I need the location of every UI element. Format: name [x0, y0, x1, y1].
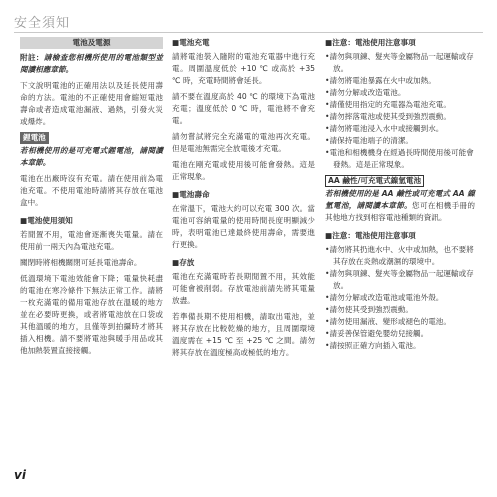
list-item: • 請勿分解或改造電池。 — [325, 87, 475, 99]
list-item: • 請按照正確方向插入電池。 — [325, 340, 475, 352]
page-number: vi — [14, 468, 26, 482]
list-item: • 請勿使其受到強烈震動。 — [325, 304, 475, 316]
column-right — [325, 37, 475, 356]
aa-note: 若相機使用的是 AA 鹼性或可充電式 AA 鎳氫電池，請閱讀本章節。 — [325, 189, 475, 210]
liion-label-row — [20, 132, 163, 144]
list-item: • 請勿摔落電池或使其受到強烈震動。 — [325, 111, 475, 123]
aa-label-row — [325, 175, 475, 187]
note-text: 請檢查您相機所使用的電池類型並閱讀相應章節。 — [20, 53, 164, 74]
charging-paragraph-1: 請將電池裝入隨附的電池充電器中進行充電。周圍溫度低於 +10 ℃ 或高於 +35 ℃ 時，充電時間將會延長。 — [172, 52, 315, 85]
charging-paragraph-2: 請不要在溫度高於 40 ℃ 的環境下為電池充電；溫度低於 0 ℃ 時，電池將不會充電。 — [172, 92, 315, 125]
list-item: • 電池和相機機身在經過長時間使用後可能會發熱。這是正常現象。 — [325, 147, 475, 171]
list-item: • 請勿將電池浸入水中或接觸到水。 — [325, 123, 475, 135]
note-label: 附註： — [20, 53, 44, 62]
list-item: • 請妥善保管避免嬰幼兒接觸。 — [325, 328, 475, 340]
list-item: • 請勿使用漏液、變形或褪色的電池。 — [325, 316, 475, 328]
battery-notes-paragraph-1: 若閒置不用，電池會逐漸喪失電量。請在使用前一兩天內為電池充電。 — [20, 230, 163, 251]
section-title-battery-power: 電池及電源 — [20, 37, 163, 49]
caution-list-liion — [325, 51, 475, 171]
battery-notes-paragraph-2: 關閉時將相機關閉可延長電池壽命。 — [20, 258, 142, 267]
charging-heading: ■ 電池充電 — [172, 37, 315, 49]
battery-life-paragraph: 在常溫下，電池大約可以充電 300 次。當電池可容納電量的使用時間長度明顯減少時，表明電池已達最終使用壽命，需要進行更換。 — [172, 204, 315, 249]
list-item: • 請勿與項鍊、髮夾等金屬物品一起運輸或存放。 — [325, 51, 475, 75]
caution-list-aa — [325, 244, 475, 352]
list-item: • 請勿分解或改造電池或電池外殼。 — [325, 292, 475, 304]
list-item: • 請勿將電池暴露在火中或加熱。 — [325, 75, 475, 87]
list-item: • 請保持電池端子的清潔。 — [325, 135, 475, 147]
page-header-title: 安全須知 — [14, 16, 71, 31]
charging-paragraph-4: 電池在剛充電或使用後可能會發熱。這是正常現象。 — [172, 160, 315, 181]
header-divider — [14, 32, 483, 33]
aa-text: 您可在相機手冊的其他地方找到相容電池種類的資訊。 — [325, 201, 476, 222]
intro-paragraph: 下文說明電池的正確用法以及延長使用壽命的方法。電池的不正確使用會縮短電池壽命或者造成電池漏液、過熱，引發火災或爆炸。 — [20, 81, 163, 126]
liion-note: 若相機使用的是可充電式鋰電池，請閱讀本章節。 — [20, 146, 163, 167]
battery-life-heading: ■ 電池壽命 — [172, 189, 315, 201]
caution-heading-aa: ■ 注意：電池使用注意事項 — [325, 230, 475, 242]
note-paragraph — [20, 52, 163, 76]
storage-paragraph-1: 電池在充滿電時若長期閒置不用，其效能可能會被削弱。存放電池前請先將其電量放盡。 — [172, 272, 315, 305]
aa-battery-label: AA 鹼性/可充電式鎳氫電池 — [325, 175, 424, 187]
liion-paragraph: 電池在出廠時沒有充電。請在使用前為電池充電。不使用電池時請將其存放在電池盒中。 — [20, 174, 163, 207]
column-left — [20, 37, 163, 361]
list-item: • 請勿與項鍊、髮夾等金屬物品一起運輸或存放。 — [325, 268, 475, 292]
storage-paragraph-2: 若準備長期不使用相機，請取出電池，並將其存放在比較乾燥的地方，且周圍環境溫度需在 +15 ℃ 至 +25 ℃ 之間。請勿將其存放在溫度極高或極低的地方。 — [172, 312, 315, 357]
battery-notes-paragraph-3: 低溫環境下電池效能會下降；電量快耗盡的電池在寒冷條件下無法正常工作。請將一枚充滿電的備用電池存放在溫暖的地方並在必要時更換，或者將電池放在口袋或其他溫暖的地方，且僅等到拍攝時才將其插入相機。請不要將電池與暖手用品或其他加熱裝置直接接觸。 — [20, 274, 163, 355]
list-item: • 請勿將其扔進水中、火中或加熱，也不要將其存放在炎熱或潮濕的環境中。 — [325, 244, 475, 268]
storage-heading: ■ 存放 — [172, 257, 315, 269]
liion-label: 鋰電池 — [20, 132, 49, 144]
caution-heading-liion: ■ 注意：電池使用注意事項 — [325, 37, 475, 49]
column-middle — [172, 37, 315, 363]
list-item: • 請僅使用指定的充電器為電池充電。 — [325, 99, 475, 111]
charging-paragraph-3: 請勿嘗試將完全充滿電的電池再次充電。但是電池無需完全放電後才充電。 — [172, 132, 315, 153]
battery-notes-heading: ■ 電池使用須知 — [20, 215, 163, 227]
aa-paragraph — [325, 188, 475, 224]
